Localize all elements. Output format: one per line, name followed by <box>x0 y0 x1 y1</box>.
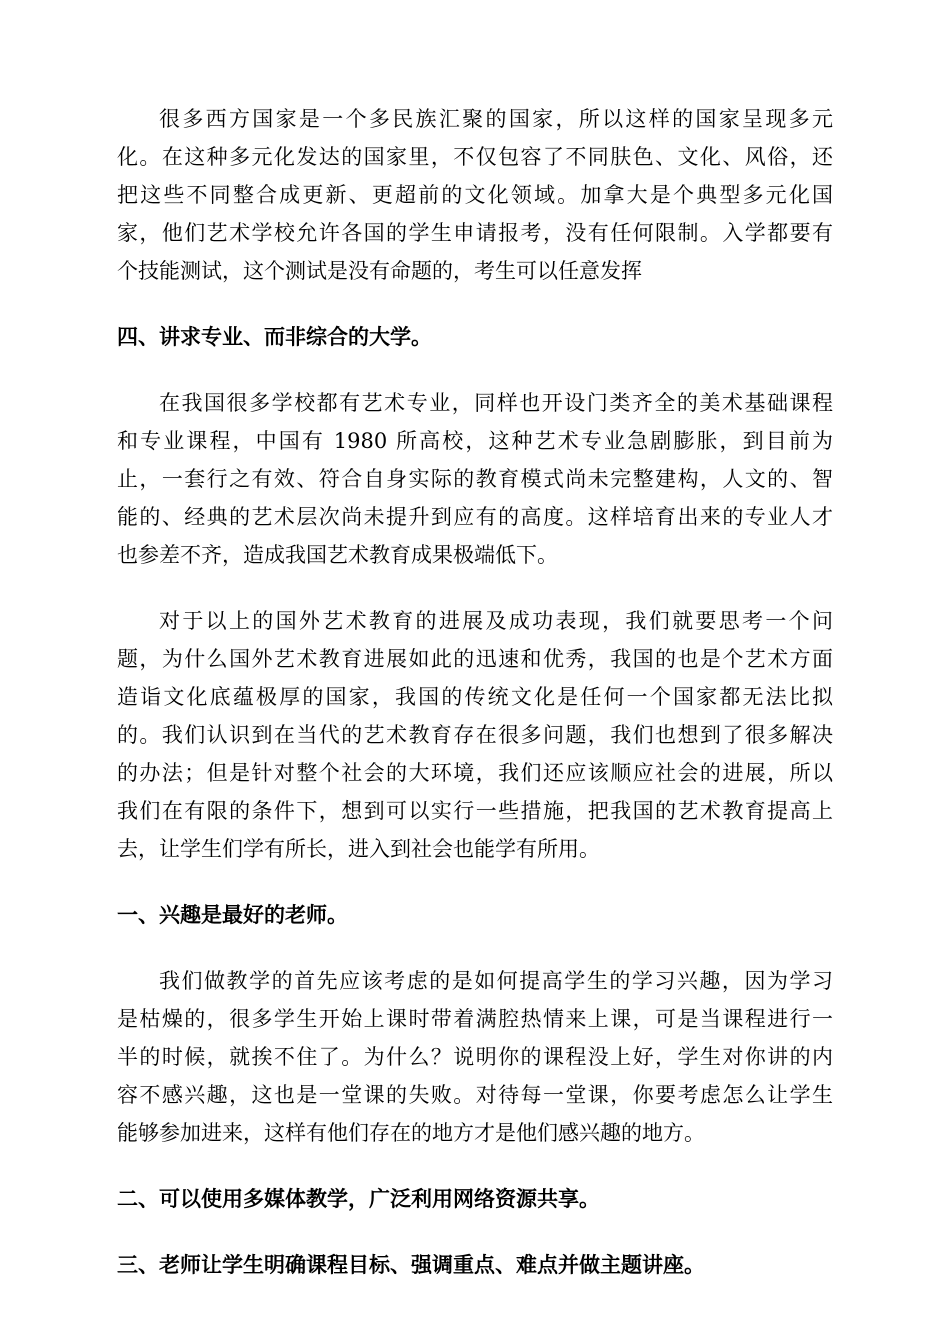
text-line: 化。在这种多元化发达的国家里，不仅包容了不同肤色、文化、风俗，还 <box>117 145 833 169</box>
text-line: 和专业课程，中国有 1980 所高校，这种艺术专业急剧膨胀，到目前为 <box>117 429 833 453</box>
paragraph-student-interest <box>117 962 833 1152</box>
text-line: 在我国很多学校都有艺术专业，同样也开设门类齐全的美术基础课程 <box>159 391 833 415</box>
paragraph-reflection <box>117 602 833 868</box>
section-heading-course-goals: 三、老师让学生明确课程目标、强调重点、难点并做主题讲座。 <box>117 1252 705 1277</box>
text-line: 能的、经典的艺术层次尚未提升到应有的高度。这样培育出来的专业人才 <box>117 505 833 529</box>
text-line: 题，为什么国外艺术教育进展如此的迅速和优秀，我国的也是个艺术方面 <box>117 647 833 671</box>
section-heading-interest: 一、兴趣是最好的老师。 <box>117 902 348 927</box>
paragraph-domestic-art-schools <box>117 384 833 574</box>
text-line: 家，他们艺术学校允许各国的学生申请报考，没有任何限制。入学都要有 <box>117 221 833 245</box>
text-line: 个技能测试，这个测试是没有命题的，考生可以任意发挥 <box>117 259 642 283</box>
text-line: 去，让学生们学有所长，进入到社会也能学有所用。 <box>117 837 600 861</box>
text-line: 容不感兴趣，这也是一堂课的失败。对待每一堂课，你要考虑怎么让学生 <box>117 1083 833 1107</box>
text-line: 把这些不同整合成更新、更超前的文化领域。加拿大是个典型多元化国 <box>117 183 833 207</box>
text-line: 是枯燥的，很多学生开始上课时带着满腔热情来上课，可是当课程进行一 <box>117 1007 833 1031</box>
text-line: 也参差不齐，造成我国艺术教育成果极端低下。 <box>117 543 558 567</box>
text-line: 我们做教学的首先应该考虑的是如何提高学生的学习兴趣，因为学习 <box>159 969 833 993</box>
text-line: 能够参加进来，这样有他们存在的地方才是他们感兴趣的地方。 <box>117 1121 705 1145</box>
paragraph-multicultural <box>117 100 833 290</box>
text-line: 对于以上的国外艺术教育的进展及成功表现，我们就要思考一个问 <box>159 609 833 633</box>
text-line: 半的时候，就挨不住了。为什么？说明你的课程没上好，学生对你讲的内 <box>117 1045 833 1069</box>
text-line: 我们在有限的条件下，想到可以实行一些措施，把我国的艺术教育提高上 <box>117 799 833 823</box>
section-heading-multimedia: 二、可以使用多媒体教学，广泛利用网络资源共享。 <box>117 1186 600 1211</box>
text-line: 的办法；但是针对整个社会的大环境，我们还应该顺应社会的进展，所以 <box>117 761 833 785</box>
section-heading-professional-university: 四、讲求专业、而非综合的大学。 <box>117 324 432 349</box>
text-line: 很多西方国家是一个多民族汇聚的国家，所以这样的国家呈现多元 <box>159 107 833 131</box>
text-line: 造诣文化底蕴极厚的国家，我国的传统文化是任何一个国家都无法比拟 <box>117 685 833 709</box>
document-page <box>117 100 833 1312</box>
text-line: 的。我们认识到在当代的艺术教育存在很多问题，我们也想到了很多解决 <box>117 723 833 747</box>
text-line: 止，一套行之有效、符合自身实际的教育模式尚未完整建构，人文的、智 <box>117 467 833 491</box>
